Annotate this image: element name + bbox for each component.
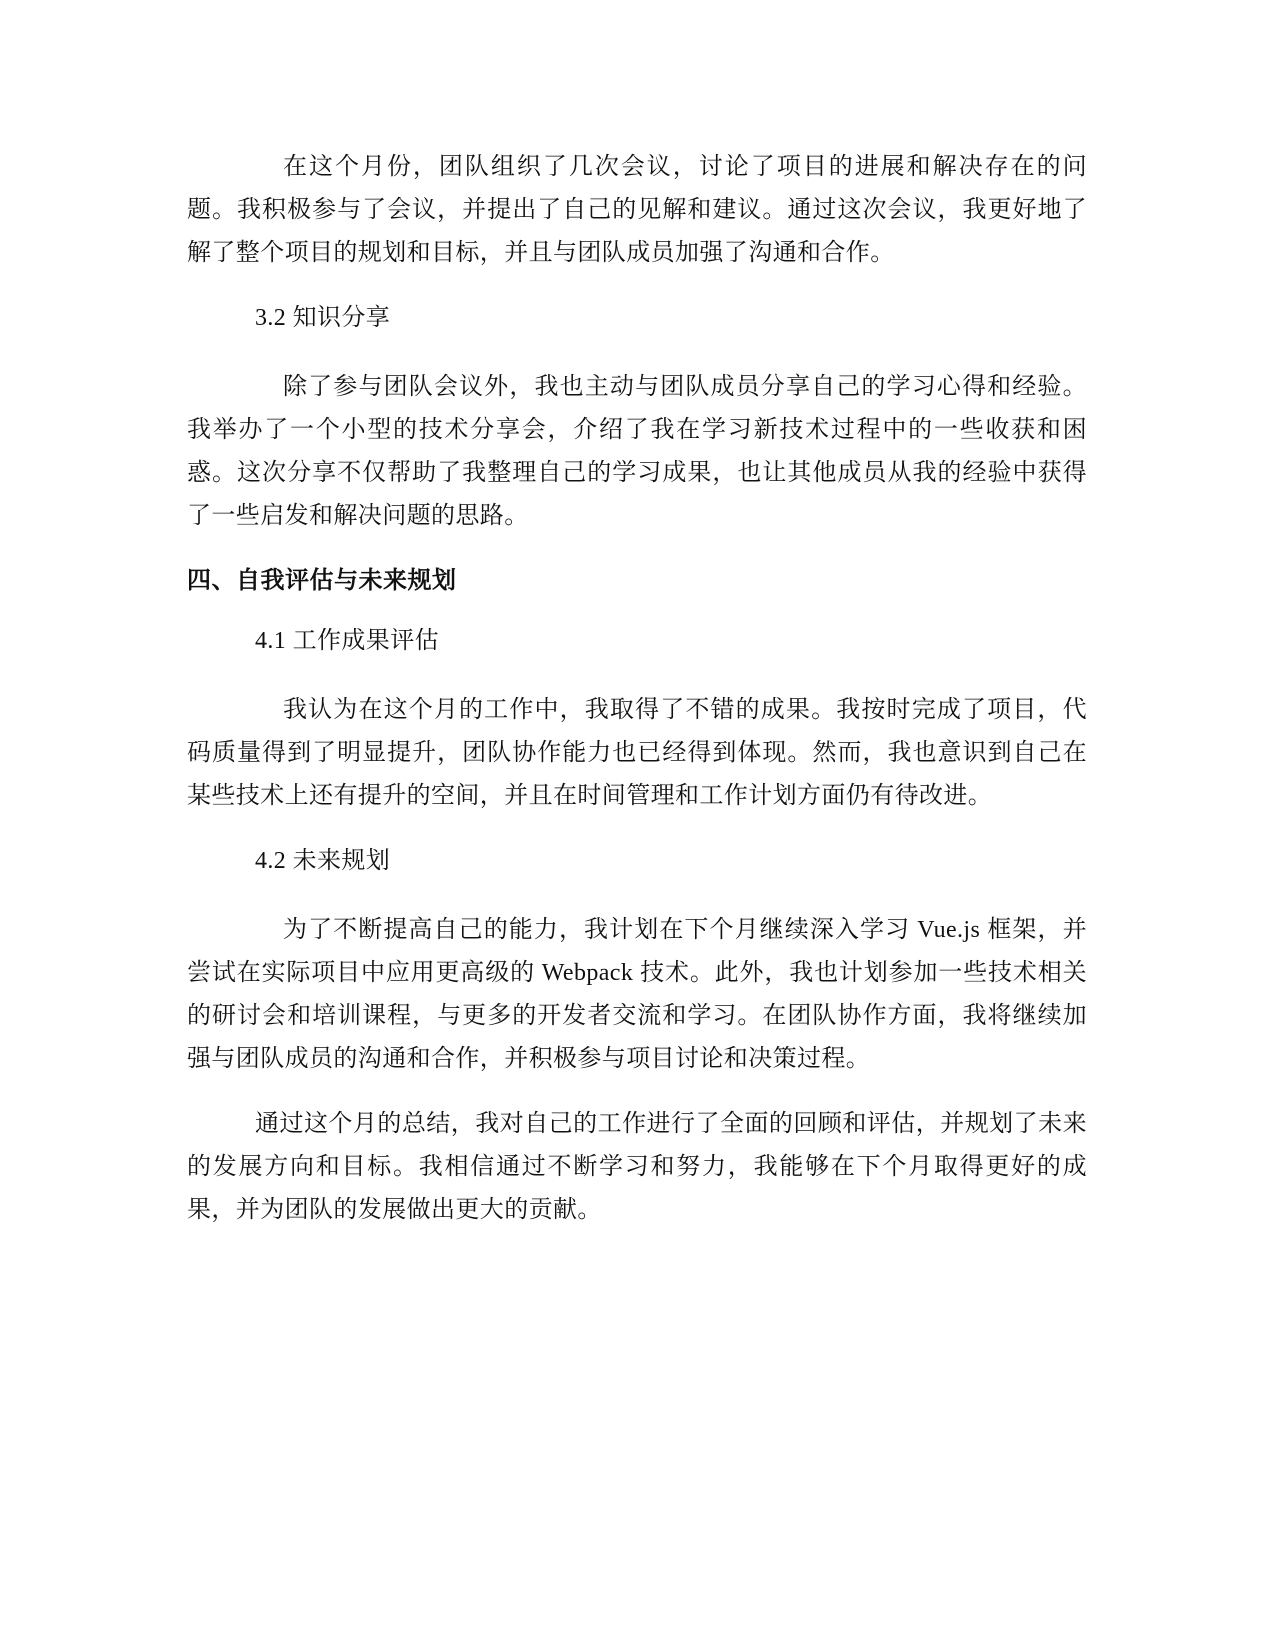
subheading-work-evaluation: 4.1 工作成果评估: [255, 628, 439, 654]
paragraph-work-evaluation: 我认为在这个月的工作中，我取得了不错的成果。我按时完成了项目，代码质量得到了明显提升，团队协作能力也已经得到体现。然而，我也意识到自己在某些技术上还有提升的空间，并且在时间管理和工作计划方面仍有待改进。: [187, 697, 1087, 809]
paragraph-future-plan: 为了不断提高自己的能力，我计划在下个月继续深入学习 Vue.js 框架，并尝试在实际项目中应用更高级的 Webpack 技术。此外，我也计划参加一些技术相关的研讨会和培训课程，与更多的开发者交流和学习。在团队协作方面，我将继续加强与团队成员的沟通和合作，并积极参与项目讨论和决策过程。: [187, 917, 1087, 1072]
subheading-future-plan: 4.2 未来规划: [255, 848, 391, 874]
paragraph-knowledge-sharing: 除了参与团队会议外，我也主动与团队成员分享自己的学习心得和经验。我举办了一个小型的技术分享会，介绍了我在学习新技术过程中的一些收获和困惑。这次分享不仅帮助了我整理自己的学习成果，也让其他成员从我的经验中获得了一些启发和解决问题的思路。: [187, 374, 1087, 529]
subheading-knowledge-sharing: 3.2 知识分享: [255, 305, 391, 331]
section-heading-self-assessment: 四、自我评估与未来规划: [187, 566, 457, 594]
document-body: [187, 146, 1087, 1254]
paragraph-meetings: 在这个月份，团队组织了几次会议，讨论了项目的进展和解决存在的问题。我积极参与了会议，并提出了自己的见解和建议。通过这次会议，我更好地了解了整个项目的规划和目标，并且与团队成员加强了沟通和合作。: [187, 154, 1087, 266]
paragraph-conclusion: 通过这个月的总结，我对自己的工作进行了全面的回顾和评估，并规划了未来的发展方向和目标。我相信通过不断学习和努力，我能够在下个月取得更好的成果，并为团队的发展做出更大的贡献。: [187, 1111, 1087, 1223]
